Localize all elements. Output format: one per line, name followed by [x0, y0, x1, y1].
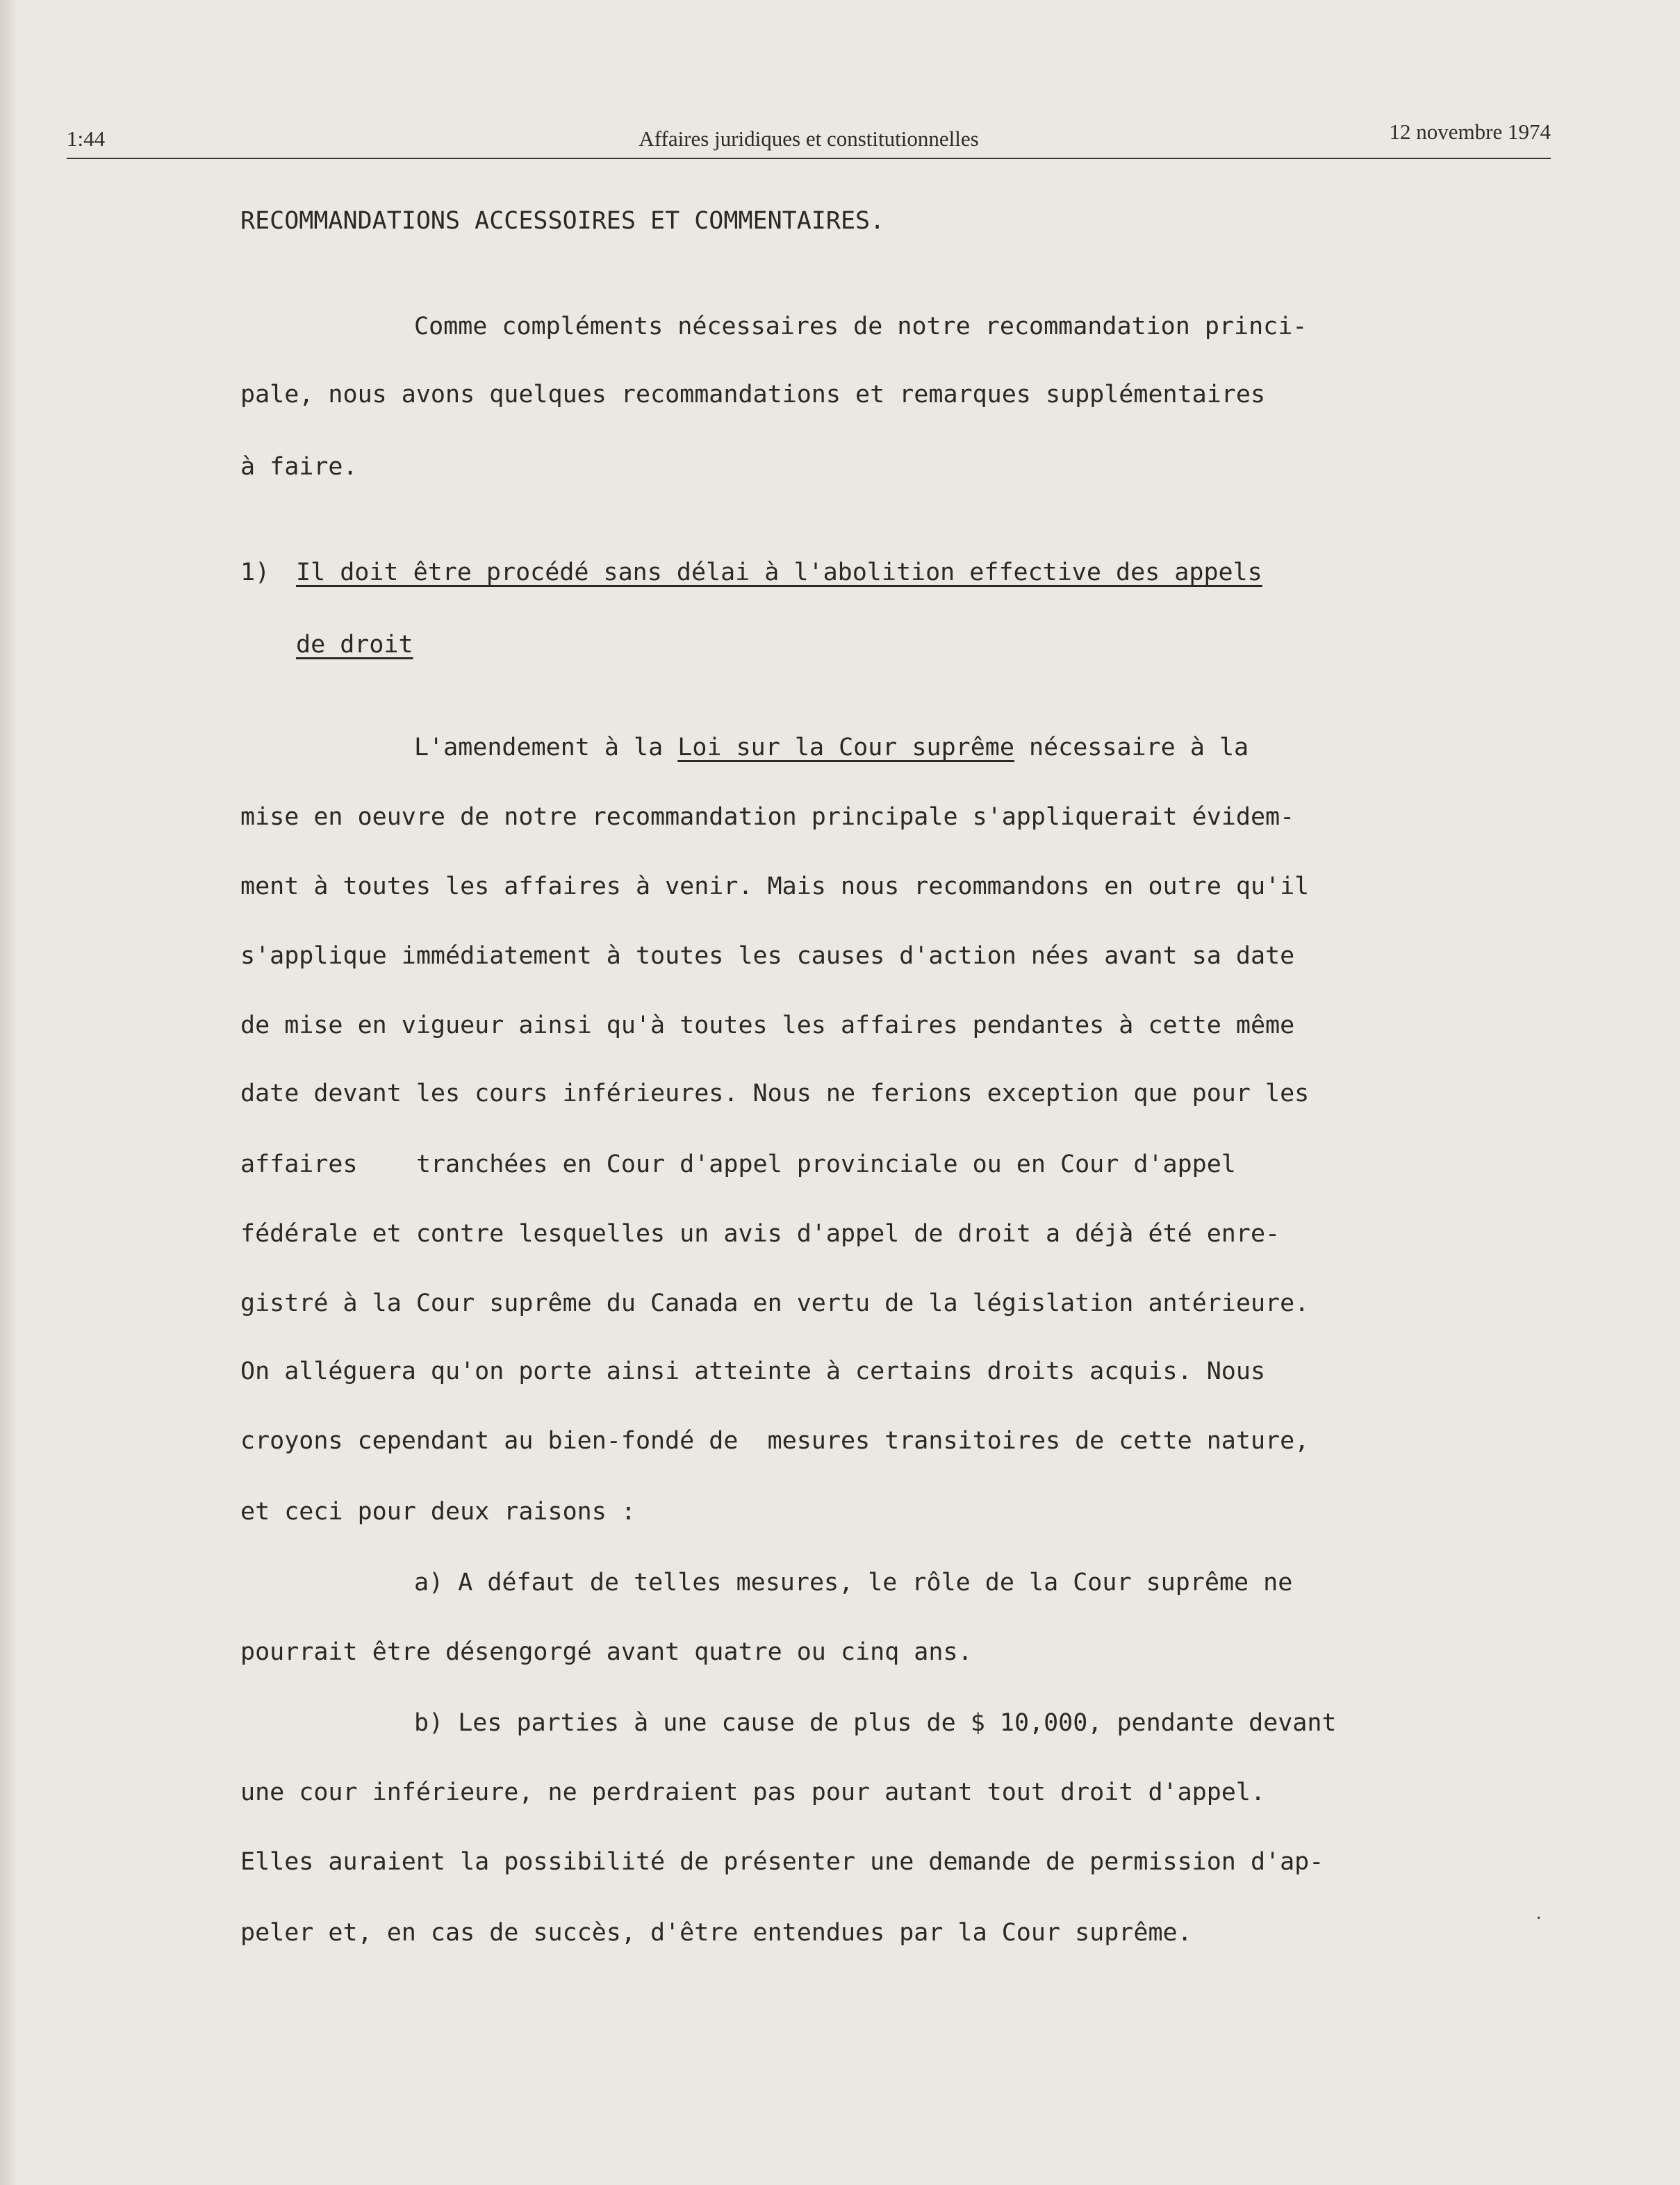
intro-line: pale, nous avons quelques recommandations et remarques supplémentaires [240, 381, 1266, 409]
paragraph-line: s'applique immédiatement à toutes les causes d'action nées avant sa date [240, 942, 1295, 970]
header-date: 12 novembre 1974 [1389, 119, 1551, 144]
paragraph-line: On alléguera qu'on porte ainsi atteinte à certains droits acquis. Nous [240, 1358, 1266, 1385]
item-title: de droit [296, 631, 413, 659]
paragraph-line: affaires tranchées en Cour d'appel provinciale ou en Cour d'appel [240, 1151, 1236, 1178]
header-title: Affaires juridiques et constitutionnelles [639, 126, 979, 151]
section-heading: RECOMMANDATIONS ACCESSOIRES ET COMMENTAIRES. [240, 207, 885, 235]
paragraph-line: date devant les cours inférieures. Nous ne ferions exception que pour les [240, 1080, 1310, 1107]
intro-line: Comme compléments nécessaires de notre recommandation princi- [414, 313, 1308, 340]
paragraph-line: croyons cependant au bien-fondé de mesures transitoires de cette nature, [240, 1427, 1310, 1455]
paragraph-line: mise en oeuvre de notre recommandation principale s'appliquerait évidem- [240, 803, 1295, 831]
page-number: 1:44 [67, 126, 106, 151]
paragraph-line: et ceci pour deux raisons : [240, 1498, 636, 1526]
reason-a-line: a) A défaut de telles mesures, le rôle de la Cour suprême ne [414, 1569, 1293, 1597]
reason-b-line: b) Les parties à une cause de plus de $ 10,000, pendante devant [414, 1709, 1337, 1737]
reason-b-line: une cour inférieure, ne perdraient pas pour autant tout droit d'appel. [240, 1779, 1266, 1806]
item-title: Il doit être procédé sans délai à l'abolition effective des appels [296, 559, 1262, 586]
item-number: 1) [240, 559, 270, 586]
paragraph-line: gistré à la Cour suprême du Canada en vertu de la législation antérieure. [240, 1289, 1310, 1317]
paragraph-line: L'amendement à la Loi sur la Cour suprême nécessaire à la [414, 734, 1249, 761]
header-rule [67, 158, 1551, 159]
running-header [67, 119, 1551, 160]
page-stack-edge [0, 0, 15, 2185]
reason-a-line: pourrait être désengorgé avant quatre ou cinq ans. [240, 1638, 973, 1666]
paragraph-line: ment à toutes les affaires à venir. Mais nous recommandons en outre qu'il [240, 873, 1310, 900]
ink-speck: · [1535, 1908, 1542, 1929]
paragraph-line: de mise en vigueur ainsi qu'à toutes les affaires pendantes à cette même [240, 1012, 1295, 1039]
reason-b-line: peler et, en cas de succès, d'être entendues par la Cour suprême. [240, 1919, 1192, 1947]
intro-line: à faire. [240, 453, 358, 481]
statute-reference: Loi sur la Cour suprême [677, 734, 1014, 761]
paragraph-line: fédérale et contre lesquelles un avis d'appel de droit a déjà été enre- [240, 1220, 1280, 1248]
reason-b-line: Elles auraient la possibilité de présenter une demande de permission d'ap- [240, 1848, 1324, 1876]
